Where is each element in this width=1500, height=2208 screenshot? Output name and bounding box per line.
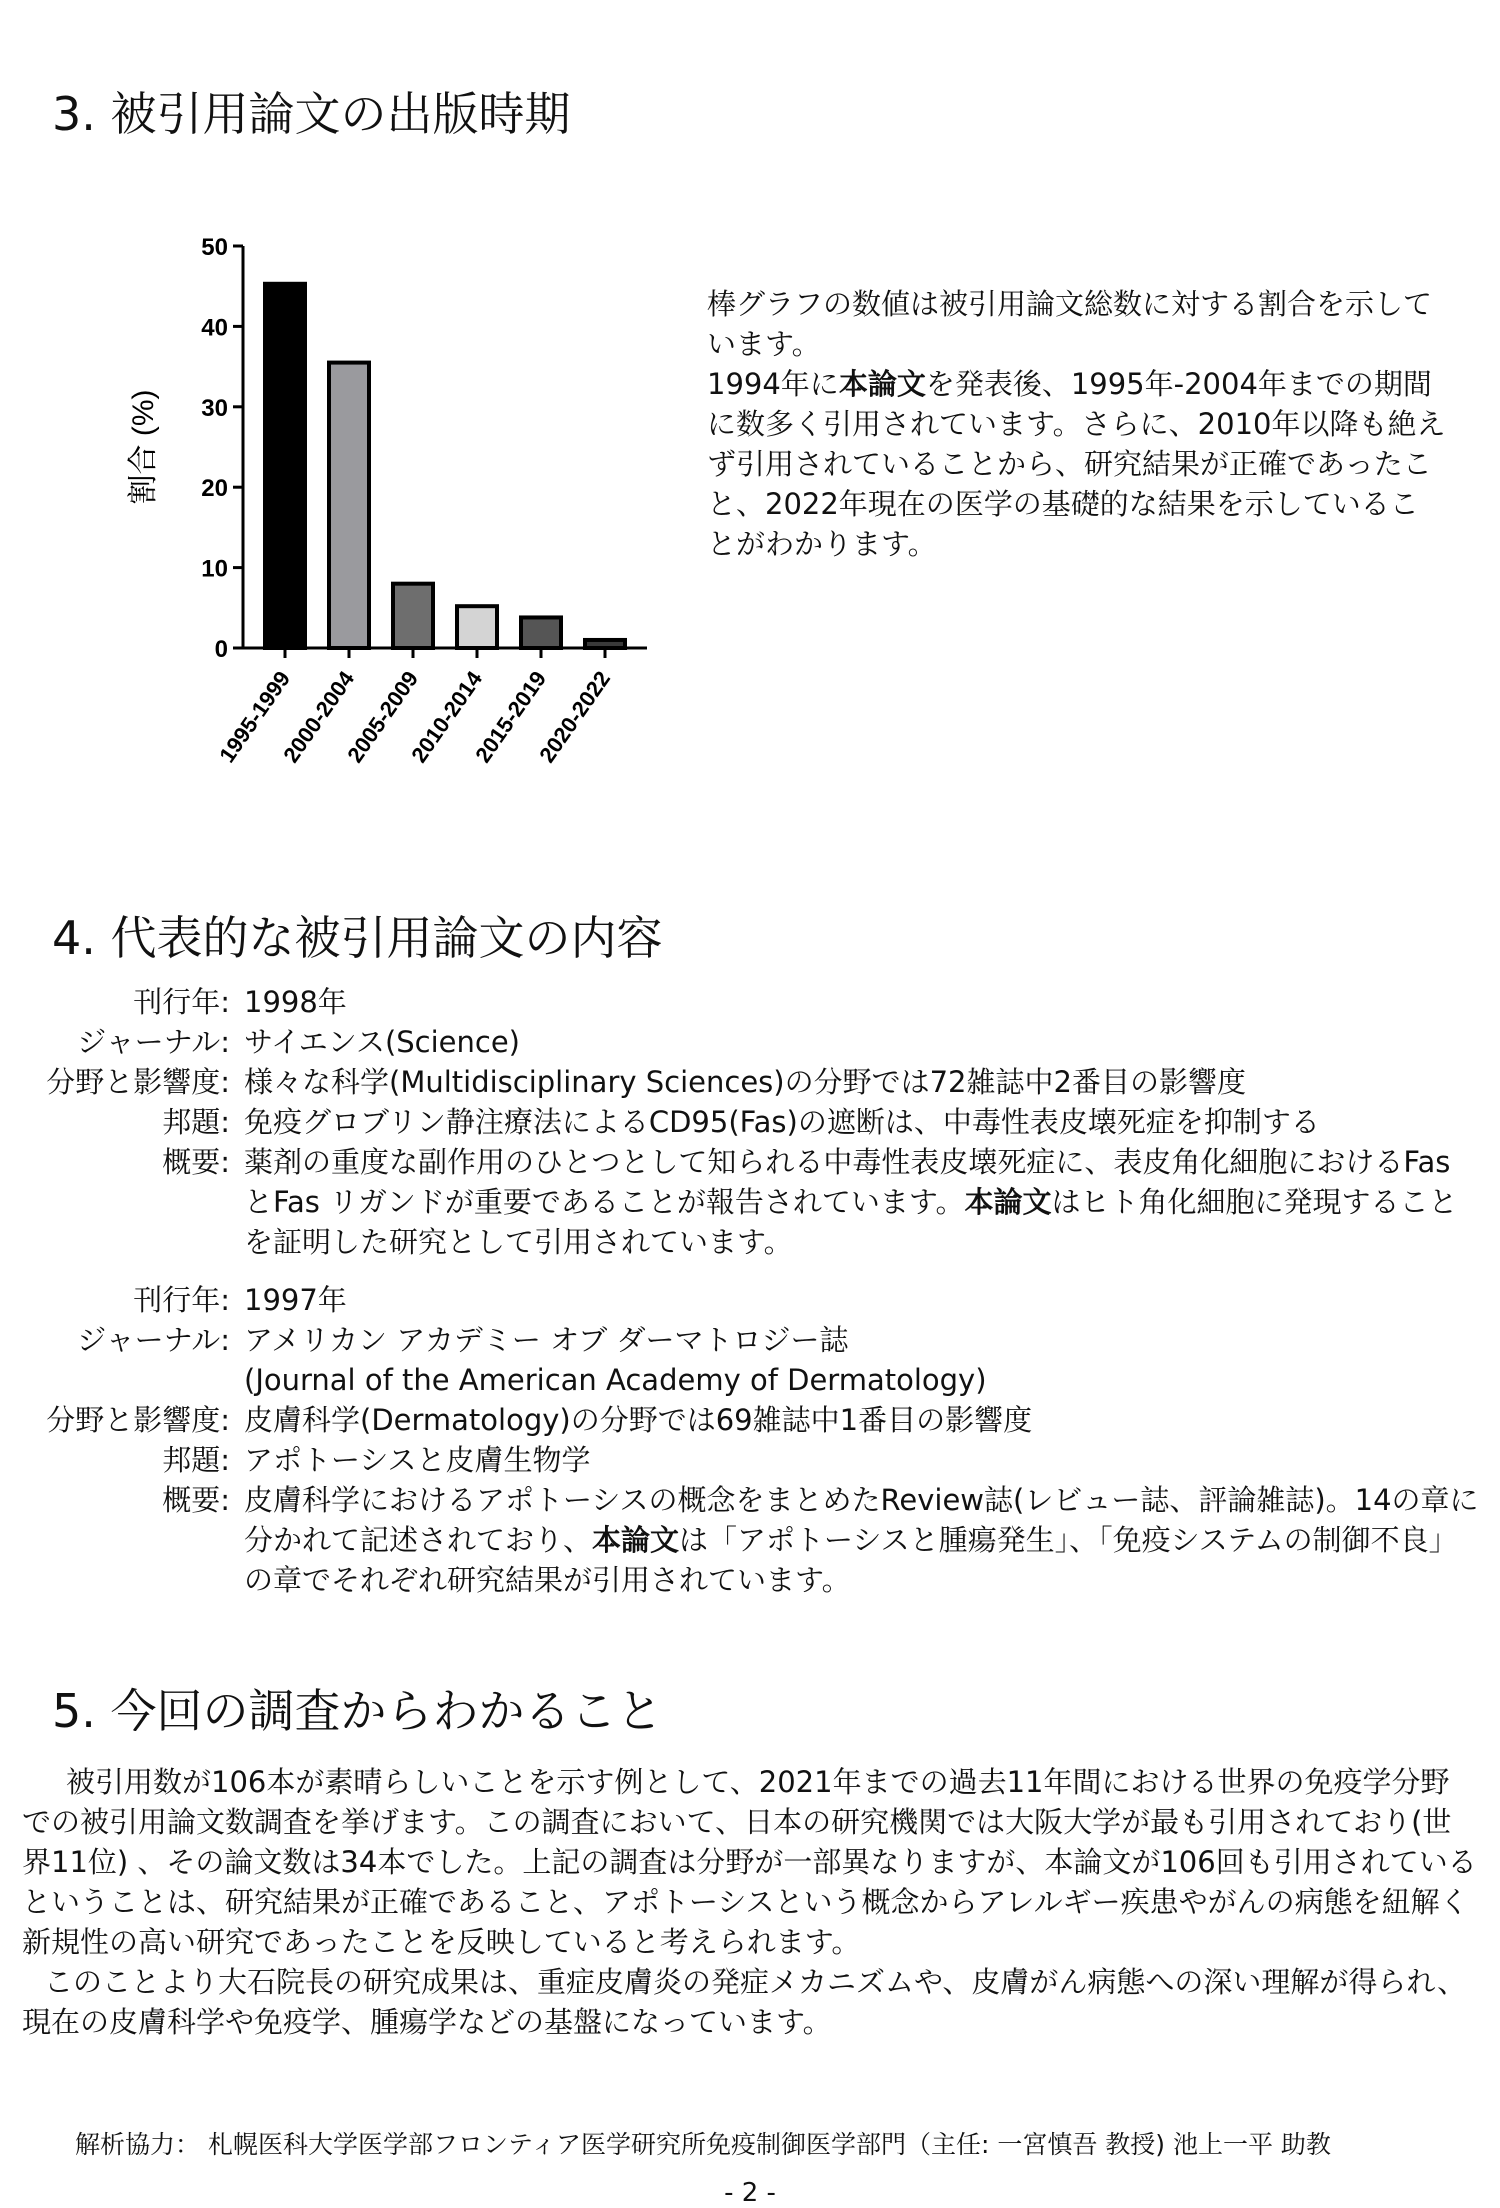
bar-2010-2014 bbox=[457, 606, 497, 648]
journal-value: サイエンス(Science) bbox=[244, 1025, 520, 1059]
this-paper-bold: 本論文 bbox=[838, 367, 926, 401]
findings-paragraph-2: このことより大石院長の研究成果は、重症皮膚炎の発症メカニズムや、皮膚がん病態への深い理解が得られ、現在の皮膚科学や免疫学、腫瘍学などの基盤になっています。 bbox=[22, 1965, 1467, 2039]
y-tick-label: 50 bbox=[201, 234, 228, 261]
summary-row bbox=[0, 1480, 1500, 1600]
journal-label: ジャーナル: bbox=[77, 1323, 230, 1357]
summary-after: はヒト角化細胞に発現することを証明した研究として引用されています。 bbox=[244, 1185, 1458, 1259]
x-tick-label: 2000-2004 bbox=[278, 666, 360, 768]
y-axis-label: 割合 (%) bbox=[127, 389, 160, 505]
field-value: 様々な科学(Multidisciplinary Sciences)の分野では72雑誌中2番目の影響度 bbox=[244, 1065, 1246, 1099]
title-value: 免疫グロブリン静注療法によるCD95(Fas)の遮断は、中毒性表皮壊死症を抑制する bbox=[244, 1105, 1320, 1139]
summary-bold: 本論文 bbox=[592, 1523, 680, 1557]
title-row bbox=[0, 1440, 1500, 1480]
section5-heading: 5. 今回の調査からわかること bbox=[52, 1684, 663, 1738]
y-tick-label: 40 bbox=[201, 314, 228, 342]
journal-row bbox=[0, 1022, 1500, 1062]
journal-row bbox=[0, 1320, 1500, 1400]
year-value: 1997年 bbox=[244, 1283, 347, 1317]
bar-2020-2022 bbox=[585, 640, 625, 648]
field-row bbox=[0, 1400, 1500, 1440]
section3-heading: 3. 被引用論文の出版時期 bbox=[52, 87, 571, 141]
x-tick-label: 2010-2014 bbox=[406, 666, 488, 768]
cited-paper-entry-2 bbox=[0, 1280, 1500, 1600]
summary-value bbox=[230, 1142, 1500, 1262]
y-tick-label: 20 bbox=[201, 475, 228, 503]
year-label: 刊行年: bbox=[133, 985, 230, 1019]
field-value: 皮膚科学(Dermatology)の分野では69雑誌中1番目の影響度 bbox=[244, 1403, 1033, 1437]
y-tick-label: 0 bbox=[214, 636, 228, 663]
analysis-credit: 解析協力： 札幌医科大学医学部フロンティア医学研究所免疫制御医学部門（主任: 一宮慎吾 教授) 池上一平 助教 bbox=[75, 2130, 1331, 2159]
findings-paragraph-1: 被引用数が106本が素晴らしいことを示す例として、2021年までの過去11年間における世界の免疫学分野での被引用論文数調査を挙げます。この調査において、日本の研究機関では大阪大学が最も引用されており(世界11位) 、その論文数は34本でした。上記の調査は分野が一部異なりますが、本論文が106回も引用されているということは、研究結果が正確であること、アポトーシスという概念からアレルギー疾患やがんの病態を紐解く新規性の高い研究であったことを反映していると考えられます。 bbox=[22, 1765, 1477, 1959]
field-row bbox=[0, 1062, 1500, 1102]
x-tick-label: 2005-2009 bbox=[342, 666, 424, 768]
summary-bold: 本論文 bbox=[964, 1185, 1052, 1219]
description-line-2: 1994年に本論文を発表後、1995年-2004年までの期間に数多く引用されています。さらに、2010年以降も絶えず引用されていることから、研究結果が正確であったこと、2022年現在の医学の基礎的な結果を示していることがわかります。 bbox=[707, 367, 1446, 561]
page-number: - 2 - bbox=[724, 2178, 776, 2208]
bar-2000-2004 bbox=[329, 363, 369, 648]
summary-after: は「アポトーシスと腫瘍発生」、「免疫システムの制御不良」の章でそれぞれ研究結果が引用されています。 bbox=[244, 1523, 1458, 1597]
title-value: アポトーシスと皮膚生物学 bbox=[244, 1443, 591, 1477]
cited-paper-entry-1 bbox=[0, 982, 1500, 1262]
summary-label: 概要: bbox=[162, 1145, 230, 1179]
year-row bbox=[0, 1280, 1500, 1320]
bar-2005-2009 bbox=[393, 584, 433, 648]
title-label: 邦題: bbox=[162, 1105, 230, 1139]
description-line-1: 棒グラフの数値は被引用論文総数に対する割合を示しています。 bbox=[707, 287, 1433, 361]
title-row bbox=[0, 1102, 1500, 1142]
y-tick-label: 10 bbox=[201, 555, 228, 583]
x-tick-label: 2015-2019 bbox=[470, 666, 552, 768]
summary-before: 薬剤の重度な副作用のひとつとして知られる中毒性表皮壊死症に、表皮角化細胞におけるFas とFas リガンドが重要であることが報告されています。 bbox=[244, 1145, 1451, 1219]
field-label: 分野と影響度: bbox=[46, 1065, 230, 1099]
journal-name-ja: アメリカン アカデミー オブ ダーマトロジー誌 bbox=[244, 1323, 849, 1357]
summary-value bbox=[230, 1480, 1500, 1600]
x-tick-label: 1995-1999 bbox=[214, 666, 296, 768]
citation-period-bar-chart bbox=[110, 225, 690, 855]
field-label: 分野と影響度: bbox=[46, 1403, 230, 1437]
summary-row bbox=[0, 1142, 1500, 1262]
y-tick-label: 30 bbox=[201, 394, 228, 422]
section4-heading: 4. 代表的な被引用論文の内容 bbox=[52, 911, 663, 965]
journal-label: ジャーナル: bbox=[77, 1025, 230, 1059]
summary-before: 皮膚科学におけるアポトーシスの概念をまとめたReview誌(レビュー誌、評論雑誌)。14の章に分かれて記述されており、 bbox=[244, 1483, 1479, 1557]
bar-2015-2019 bbox=[521, 617, 561, 648]
year-label: 刊行年: bbox=[133, 1283, 230, 1317]
summary-label: 概要: bbox=[162, 1483, 230, 1517]
bar-1995-1999 bbox=[265, 284, 305, 648]
journal-name-en: (Journal of the American Academy of Dermatology) bbox=[244, 1363, 987, 1397]
chart-description bbox=[707, 284, 1447, 564]
journal-value bbox=[230, 1320, 1500, 1400]
year-value: 1998年 bbox=[244, 985, 347, 1019]
title-label: 邦題: bbox=[162, 1443, 230, 1477]
year-row bbox=[0, 982, 1500, 1022]
x-tick-label: 2020-2022 bbox=[534, 666, 616, 768]
